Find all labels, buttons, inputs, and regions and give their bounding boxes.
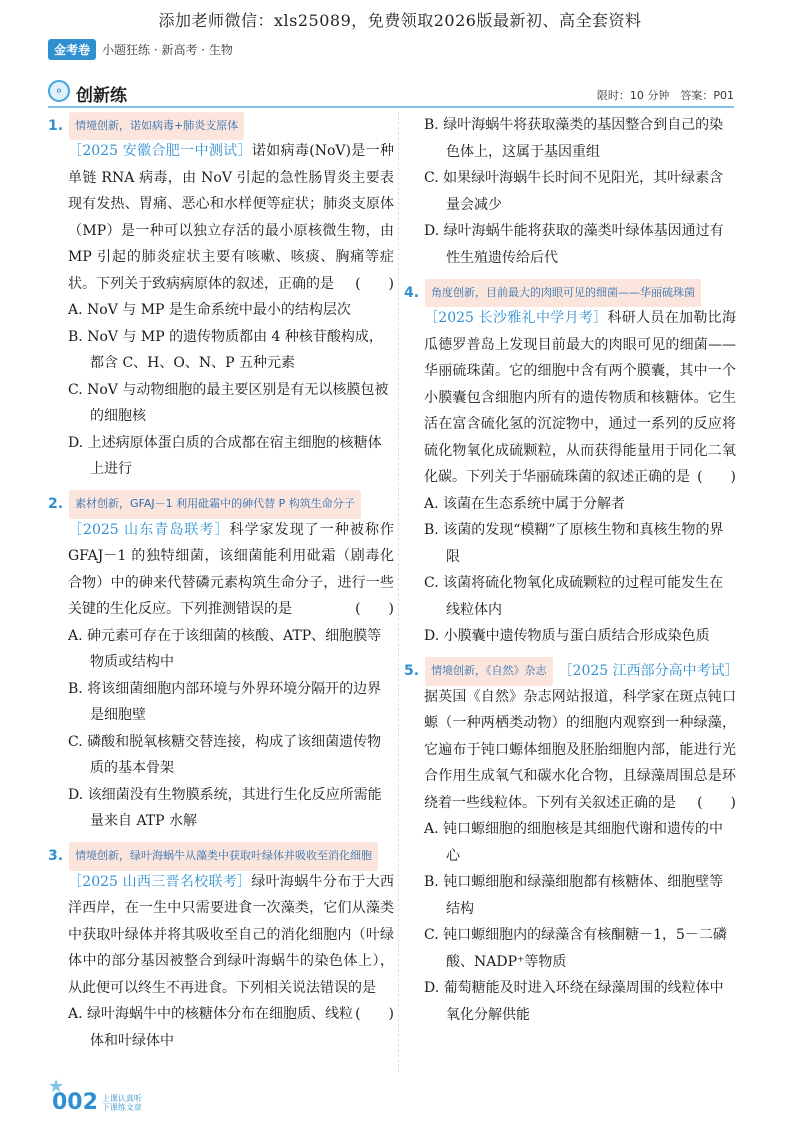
question-text: 据英国《自然》杂志网站报道，科学家在斑点钝口螈（一种两栖类动物）的细胞内观察到一种绿藻，它遍布于钝口螈体细胞及胚胎细胞内部，能进行光合作用生成氧气和碳水化合物，且绿藻周围总是环绕着一些线粒体。下列有关叙述正确的是 — [424, 688, 736, 811]
question-header — [48, 493, 394, 517]
option-d: D. 小膜囊中遗传物质与蛋白质结合形成染色质 — [424, 628, 710, 644]
page-footer — [52, 1090, 150, 1115]
section-header — [48, 80, 734, 108]
option-c: C. NoV 与动物细胞的最主要区别是有无以核膜包被的细胞核 — [68, 381, 389, 424]
option-c: C. 该菌将硫化物氧化成硫颗粒的过程可能发生在线粒体内 — [424, 575, 724, 618]
header-bar — [48, 38, 233, 60]
option-list-continued — [404, 112, 736, 271]
option-list — [404, 816, 736, 1028]
page-number: 002 — [52, 1090, 98, 1115]
option-a: A. 绿叶海蜗牛中的核糖体分布在细胞质、线粒体和叶绿体中 — [68, 1006, 354, 1049]
brand-badge: 金考卷 — [48, 39, 96, 60]
option-d: D. 葡萄糖能及时进入环绕在绿藻周围的线粒体中氧化分解供能 — [424, 980, 724, 1023]
question-tag: 情境创新，诺如病毒+肺炎支原体 — [69, 112, 244, 141]
question-header — [404, 660, 739, 684]
option-b: B. NoV 与 MP 的遗传物质都由 4 种核苷酸构成，都含 C、H、O、N、P 五种元素 — [68, 328, 383, 371]
option-a: A. 钝口螈细胞的细胞核是其细胞代谢和遗传的中心 — [424, 821, 724, 864]
question-stem — [48, 517, 394, 623]
question-1 — [48, 114, 394, 483]
option-list — [48, 623, 394, 835]
question-source: ［2025 山东青岛联考］ — [68, 521, 230, 538]
question-tag: 情境创新，绿叶海蜗牛从藻类中获取叶绿体并吸收至消化细胞 — [69, 842, 378, 871]
answer-blank: ( ) — [355, 275, 394, 292]
right-column — [404, 112, 739, 1028]
question-source: ［2025 长沙雅礼中学月考］ — [424, 310, 608, 326]
question-header — [404, 281, 736, 305]
answer-blank: ( ) — [355, 601, 394, 617]
question-tag: 素材创新，GFAJ－1 利用砒霜中的砷代替 P 构筑生命分子 — [69, 490, 361, 519]
answer-blank: ( ) — [355, 1006, 394, 1022]
question-number: 1. — [48, 117, 64, 134]
question-header — [48, 114, 394, 138]
question-number: 4. — [404, 284, 420, 301]
question-stem — [404, 684, 736, 817]
option-b: B. 将该细菌细胞内部环境与外界环境分隔开的边界是细胞壁 — [68, 680, 382, 723]
question-3 — [48, 845, 394, 1055]
option-list — [48, 1001, 394, 1054]
question-number: 3. — [48, 848, 64, 865]
answer-blank: ( ) — [697, 794, 736, 811]
option-c: C. 如果绿叶海蜗牛长时间不见阳光，其叶绿素含量会减少 — [424, 170, 724, 213]
footer-slogan: 上课认真听 下课练文章 — [101, 1094, 142, 1112]
option-b: B. 该菌的发现“模糊”了原核生物和真核生物的界限 — [424, 522, 724, 565]
question-header — [48, 845, 394, 869]
question-5 — [404, 660, 739, 1029]
option-d: D. 绿叶海蜗牛能将获取的藻类叶绿体基因通过有性生殖遗传给后代 — [424, 223, 724, 266]
option-d: D. 上述病原体蛋白质的合成都在宿主细胞的核糖体上进行 — [68, 434, 382, 477]
answer-blank: ( ) — [697, 469, 736, 485]
question-number: 2. — [48, 496, 64, 513]
option-list — [48, 297, 394, 483]
question-tag: 角度创新，目前最大的肉眼可见的细菌——华丽硫珠菌 — [425, 279, 701, 308]
option-b: B. 绿叶海蜗牛将获取藻类的基因整合到自己的染色体上，这属于基因重组 — [424, 117, 724, 160]
magnifier-icon: ⚬ — [48, 80, 70, 102]
section-title: 创新练 — [76, 86, 127, 106]
question-stem — [48, 138, 394, 297]
question-4 — [404, 281, 736, 650]
question-text: 科研人员在加勒比海瓜德罗普岛上发现目前最大的肉眼可见的细菌——华丽硫珠菌。它的细胞中含有两个膜囊，其中一个小膜囊包含细胞内所有的遗传物质和核糖体。它生活在富含硫化氢的沉淀物中，通过一系列的反应将硫化物氧化成硫颗粒，从而获得能量用于同化二氧化碳。下列关于华丽硫珠菌的叙述正确的是 — [424, 310, 736, 485]
series-title: 小题狂练 · 新高考 · 生物 — [102, 42, 233, 57]
column-divider — [398, 112, 399, 1072]
time-info: 限时：10 分钟 答案：P01 — [596, 89, 734, 102]
question-source: ［2025 安徽合肥一中测试］ — [68, 143, 252, 159]
top-banner: 添加老师微信：xls25089，免费领取2026版最新初、高全套资料 — [158, 11, 642, 30]
question-number: 5. — [404, 663, 420, 680]
option-a: A. NoV 与 MP 是生命系统中最小的结构层次 — [68, 302, 351, 318]
option-c: C. 磷酸和脱氧核糖交替连接，构成了该细菌遗传物质的基本骨架 — [68, 733, 382, 776]
question-source: ［2025 山西三晋名校联考］ — [68, 873, 252, 890]
question-text: 科学家发现了一种被称作 GFAJ－1 的独特细菌，该细菌能利用砒霜（剧毒化合物）中的砷来代替磷元素构筑生命分子，进行一些关键的生化反应。下列推测错误的是 — [68, 521, 394, 617]
question-text: 诺如病毒(NoV)是一种单链 RNA 病毒，由 NoV 引起的急性肠胃炎主要表现有发热、胃痛、恶心和水样便等症状；肺炎支原体（MP）是一种可以独立存活的最小原核微生物，由 MP 引起的肺炎症状主要有咳嗽、咳痰、胸痛等症状。下列关于致病病原体的叙述，正确的是 — [68, 143, 394, 292]
left-column — [48, 114, 394, 1054]
question-text: 绿叶海蜗牛分布于大西洋西岸，在一生中只需要进食一次藻类，它们从藻类中获取叶绿体并将其吸收至自己的消化细胞内（叶绿体中的部分基因被整合到绿叶海蜗牛的染色体上），从此便可以终生不再进食。下列相关说法错误的是 — [68, 873, 394, 996]
question-source: ［2025 江西部分高中考试］ — [558, 663, 739, 680]
star-badge-icon: ★ — [48, 1076, 65, 1097]
question-tag: 情境创新，《自然》杂志 — [425, 657, 553, 686]
question-stem — [404, 305, 736, 491]
option-a: A. 该菌在生态系统中属于分解者 — [424, 495, 626, 512]
option-b: B. 钝口螈细胞和绿藻细胞都有核糖体、细胞壁等结构 — [424, 874, 724, 917]
question-2 — [48, 493, 394, 835]
option-c: C. 钝口螈细胞内的绿藻含有核酮糖－1，5－二磷酸、NADP⁺等物质 — [424, 927, 727, 970]
option-d: D. 该细菌没有生物膜系统，其进行生化反应所需能量来自 ATP 水解 — [68, 786, 382, 829]
option-a: A. 砷元素可存在于该细菌的核酸、ATP、细胞膜等物质或结构中 — [68, 627, 382, 670]
question-stem — [48, 869, 394, 1022]
option-list — [404, 491, 736, 650]
